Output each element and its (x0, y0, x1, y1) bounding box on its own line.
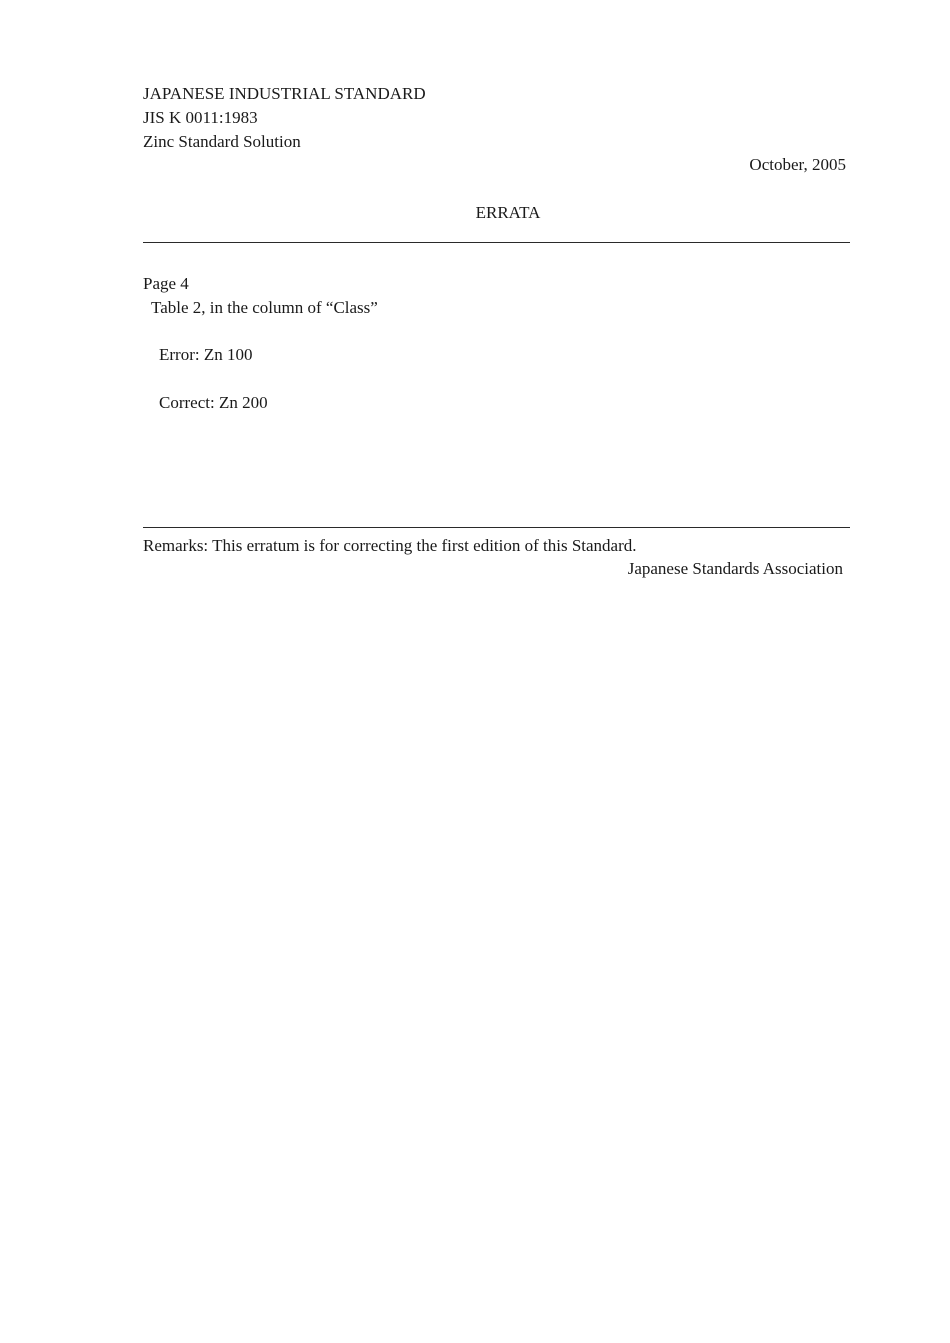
issuing-organization: Japanese Standards Association (627, 559, 843, 578)
top-divider (143, 242, 850, 243)
organization-name: JAPANESE INDUSTRIAL STANDARD (143, 84, 426, 103)
error-value: Zn 100 (203, 345, 253, 364)
remarks-note: Remarks: This erratum is for correcting the first edition of this Standard. (143, 536, 637, 555)
error-entry (159, 343, 252, 367)
erratum-page-reference: Page 4 (143, 274, 189, 293)
erratum-location: Table 2, in the column of “Class” (151, 298, 378, 317)
correct-label: Correct: (159, 393, 215, 412)
issue-date: October, 2005 (749, 155, 846, 174)
error-label: Error: (159, 345, 200, 364)
correct-entry (159, 391, 268, 415)
document-header (143, 82, 563, 154)
standard-number: JIS K 0011:1983 (143, 108, 258, 127)
correct-value: Zn 200 (218, 393, 268, 412)
bottom-divider (143, 527, 850, 528)
standard-title: Zinc Standard Solution (143, 132, 301, 151)
page-title: ERRATA (475, 203, 541, 222)
